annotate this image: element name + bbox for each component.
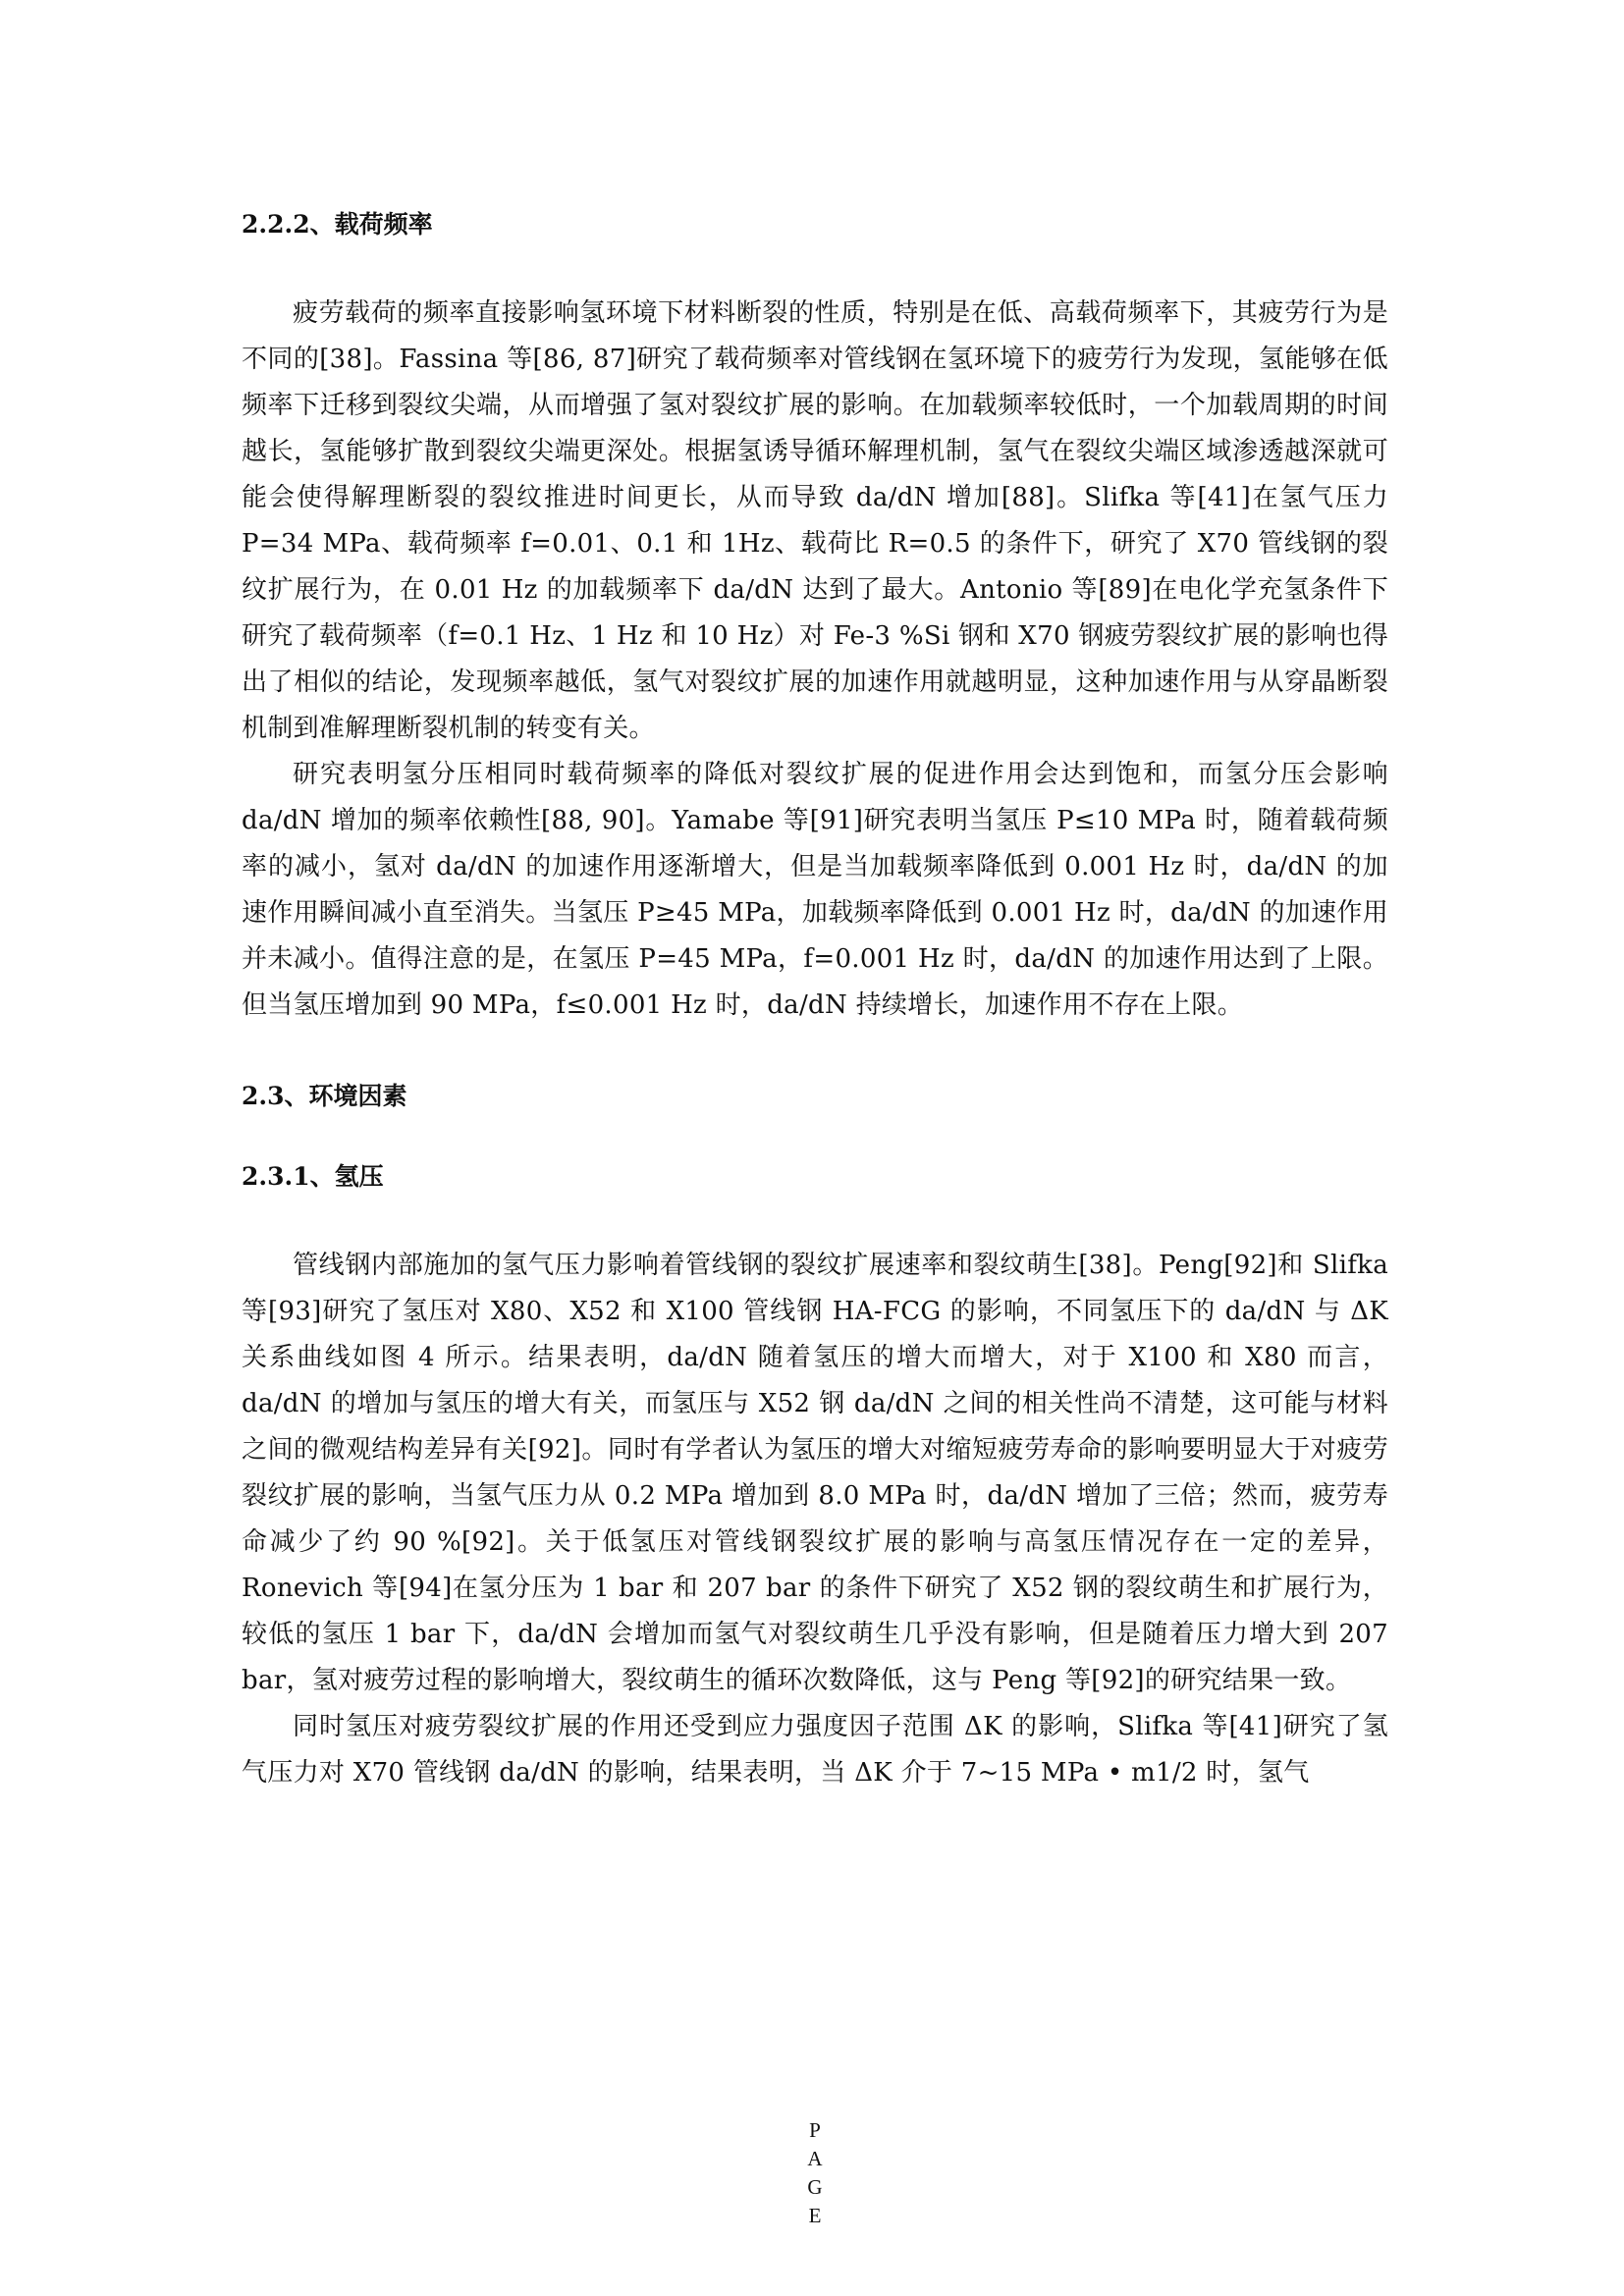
- section-heading-2-3: 2.3、环境因素: [242, 1082, 407, 1110]
- footer-letter: A: [807, 2147, 823, 2170]
- footer-letter: G: [807, 2175, 823, 2199]
- paragraph-load-frequency-1: 疲劳载荷的频率直接影响氢环境下材料断裂的性质，特别是在低、高载荷频率下，其疲劳行为是不同的[38]。Fassina 等[86, 87]研究了载荷频率对管线钢在氢环境下的疲劳行为发现，氢能够在低频率下迁移到裂纹尖端，从而增强了氢对裂纹扩展的影响。在加载频率较低时，一个加载周期的时间越长，氢能够扩散到裂纹尖端更深处。根据氢诱导循环解理机制，氢气在裂纹尖端区域渗透越深就可能会使得解理断裂的裂纹推进时间更长，从而导致 da/dN 增加[88]。Slifka 等[41]在氢气压力 P=34 MPa、载荷频率 f=0.01、0.1 和 1Hz、载荷比 R=0.5 的条件下，研究了 X70 管线钢的裂纹扩展行为，在 0.01 Hz 的加载频率下 da/dN 达到了最大。Antonio 等[89]在电化学充氢条件下研究了载荷频率（f=0.1 Hz、1 Hz 和 10 Hz）对 Fe-3 %Si 钢和 X70 钢疲劳裂纹扩展的影响也得出了相似的结论，发现频率越低，氢气对裂纹扩展的加速作用就越明显，这种加速作用与从穿晶断裂机制到准解理断裂机制的转变有关。: [242, 298, 1388, 743]
- page-content: [242, 208, 1388, 1796]
- footer-letter: P: [809, 2118, 821, 2142]
- paragraph-hydrogen-pressure-2: 同时氢压对疲劳裂纹扩展的作用还受到应力强度因子范围 ΔK 的影响，Slifka 等[41]研究了氢气压力对 X70 管线钢 da/dN 的影响，结果表明，当 ΔK 介于 7~15 MPa • m1/2 时，氢气: [242, 1712, 1388, 1788]
- paragraph-load-frequency-2: 研究表明氢分压相同时载荷频率的降低对裂纹扩展的促进作用会达到饱和，而氢分压会影响 da/dN 增加的频率依赖性[88, 90]。Yamabe 等[91]研究表明当氢压 P≤10 MPa 时，随着载荷频率的减小，氢对 da/dN 的加速作用逐渐增大，但是当加载频率降低到 0.001 Hz 时，da/dN 的加速作用瞬间减小直至消失。当氢压 P≥45 MPa，加载频率降低到 0.001 Hz 时，da/dN 的加速作用并未减小。值得注意的是，在氢压 P=45 MPa，f=0.001 Hz 时，da/dN 的加速作用达到了上限。但当氢压增加到 90 MPa，f≤0.001 Hz 时，da/dN 持续增长，加速作用不存在上限。: [242, 760, 1389, 1020]
- page-footer: [803, 2116, 827, 2230]
- footer-letter: E: [808, 2204, 822, 2227]
- section-heading-2-3-1: 2.3.1、氢压: [242, 1162, 384, 1191]
- section-heading-2-2-2: 2.2.2、载荷频率: [242, 210, 433, 239]
- paragraph-hydrogen-pressure-1: 管线钢内部施加的氢气压力影响着管线钢的裂纹扩展速率和裂纹萌生[38]。Peng[92]和 Slifka 等[93]研究了氢压对 X80、X52 和 X100 管线钢 HA-FCG 的影响，不同氢压下的 da/dN 与 ΔK 关系曲线如图 4 所示。结果表明，da/dN 随着氢压的增大而增大，对于 X100 和 X80 而言，da/dN 的增加与氢压的增大有关，而氢压与 X52 钢 da/dN 之间的相关性尚不清楚，这可能与材料之间的微观结构差异有关[92]。同时有学者认为氢压的增大对缩短疲劳寿命的影响要明显大于对疲劳裂纹扩展的影响，当氢气压力从 0.2 MPa 增加到 8.0 MPa 时，da/dN 增加了三倍；然而，疲劳寿命减少了约 90 %[92]。关于低氢压对管线钢裂纹扩展的影响与高氢压情况存在一定的差异，Ronevich 等[94]在氢分压为 1 bar 和 207 bar 的条件下研究了 X52 钢的裂纹萌生和扩展行为，较低的氢压 1 bar 下，da/dN 会增加而氢气对裂纹萌生几乎没有影响，但是随着压力增大到 207 bar，氢对疲劳过程的影响增大，裂纹萌生的循环次数降低，这与 Peng 等[92]的研究结果一致。: [242, 1251, 1388, 1695]
